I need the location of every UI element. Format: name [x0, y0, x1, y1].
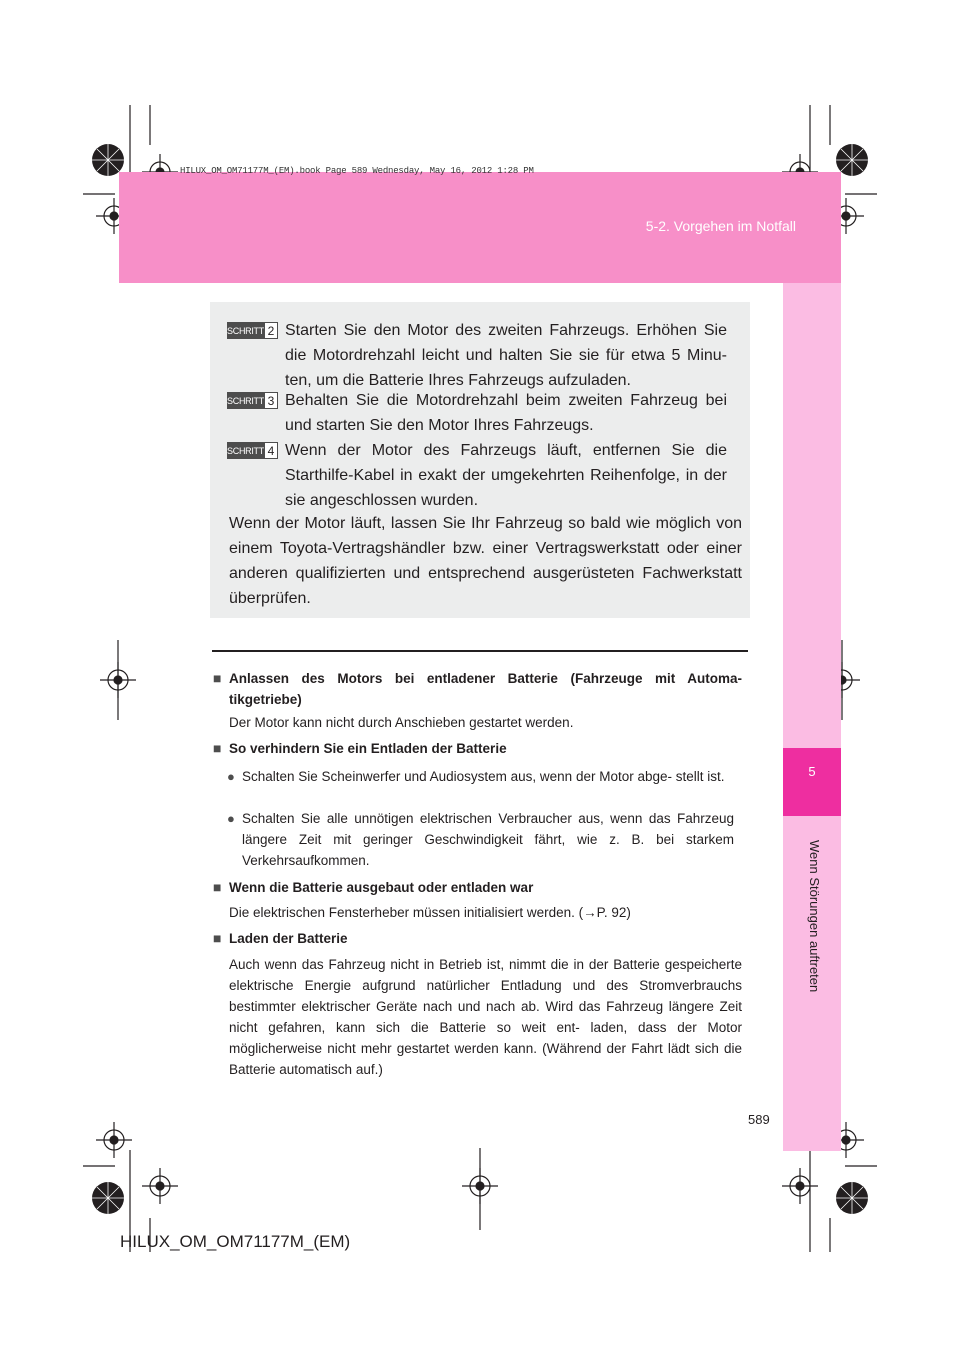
step-tag: [227, 322, 278, 339]
chapter-number: 5: [808, 764, 816, 779]
info-text: Der Motor kann nicht durch Anschieben gestartet werden.: [229, 715, 574, 730]
step-tag-number: 4: [264, 442, 278, 459]
footer-code: HILUX_OM_OM71177M_(EM): [120, 1232, 351, 1251]
square-bullet-icon: ■: [213, 670, 222, 686]
step-tag-number: 2: [264, 322, 278, 339]
info-heading: Laden der Batterie: [229, 931, 348, 946]
page-number: 589: [748, 1112, 770, 1127]
step-text: Wenn der Motor des Fahrzeugs läuft, entfernen Sie die Starthilfe-Kabel in exakt der umgekehrten Reihenfolge, in der sie angeschlossen wurden.: [285, 442, 727, 509]
info-text: Die elektrischen Fensterheber müssen initialisiert werden. (→P. 92): [229, 905, 631, 920]
box-paragraph: Wenn der Motor läuft, lassen Sie Ihr Fahrzeug so bald wie möglich von einem Toyota-Vertragshändler bzw. einer Vertragswerkstatt oder einer anderen qualifizierten und entsprechend ausgerüsteten Fachwerkstatt überprüfen.: [229, 515, 742, 607]
step-text: Starten Sie den Motor des zweiten Fahrzeugs. Erhöhen Sie die Motordrehzahl leicht und halten Sie sie für etwa 5 Minu- ten, um die Batterie Ihres Fahrzeugs aufzuladen.: [285, 322, 727, 389]
info-heading: Wenn die Batterie ausgebaut oder entladen war: [229, 880, 534, 895]
chapter-box: [783, 748, 841, 816]
step-tag-word: SCHRITT: [227, 392, 264, 409]
section-title: 5-2. Vorgehen im Notfall: [645, 218, 796, 234]
info-subitem: Schalten Sie alle unnötigen elektrischen Verbraucher aus, wenn das Fahrzeug längere Zeit mit geringer Geschwindigkeit fährt, wie z. B. bei starkem Verkehrsaufkommen.: [242, 811, 734, 868]
book-stamp: HILUX_OM_OM71177M_(EM).book Page 589 Wednesday, May 16, 2012 1:28 PM: [180, 166, 534, 176]
step-tag: [227, 392, 278, 409]
step-tag-word: SCHRITT: [227, 322, 264, 339]
square-bullet-icon: ■: [213, 740, 222, 756]
info-text: Auch wenn das Fahrzeug nicht in Betrieb ist, nimmt die in der Batterie gespeicherte elektrische Energie aufgrund natürlicher Entladung und des Stromverbrauchs bestimmter elektrischer Geräte nach und nach ab. Wird das Fahrzeug längere Zeit nicht gefahren, kann sich die Batterie so weit ent- laden, dass der Motor möglicherweise nicht mehr gestartet werden kann. (Während der Fahrt lädt sich die Batterie automatisch auf.): [229, 957, 742, 1077]
square-bullet-icon: ■: [213, 879, 222, 895]
info-heading: So verhindern Sie ein Entladen der Batterie: [229, 741, 507, 756]
section-divider: [212, 650, 748, 652]
side-tab-label: Wenn Störungen auftreten: [807, 840, 822, 993]
dot-bullet-icon: ●: [227, 811, 235, 826]
info-subitem: Schalten Sie Scheinwerfer und Audiosystem aus, wenn der Motor abge- stellt ist.: [242, 769, 725, 784]
step-tag-number: 3: [264, 392, 278, 409]
dot-bullet-icon: ●: [227, 769, 235, 784]
step-text: Behalten Sie die Motordrehzahl beim zweiten Fahrzeug bei und starten Sie den Motor Ihres Fahrzeugs.: [285, 392, 727, 434]
step-tag-word: SCHRITT: [227, 442, 264, 459]
info-heading: Anlassen des Motors bei entladener Batterie (Fahrzeuge mit Automa- tikgetriebe): [229, 671, 742, 707]
step-tag: [227, 442, 278, 459]
side-tab: [783, 283, 841, 1151]
square-bullet-icon: ■: [213, 930, 222, 946]
